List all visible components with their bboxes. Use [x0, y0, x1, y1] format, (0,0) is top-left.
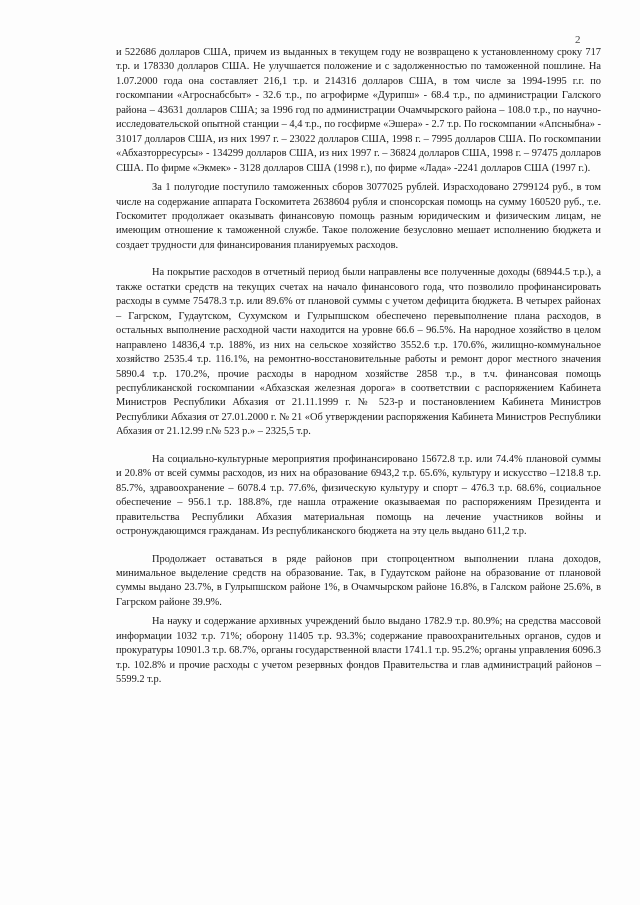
paragraph-science-other: На науку и содержание архивных учреждений было выдано 1782.9 т.р. 80.9%; на средства массовой информации 1032 т.р. 71%; оборону 11405 т.р. 93.3%; содержание правоохранительных органов, судов и прокуратуры 10901.3 т.р. 68.7%, органы государственной власти 1741.1 т.р. 95.2%; органы управления 6096.3 т.р. 102.8% и прочие расходы с учетом резервных фондов Правительства и глав администраций районов – 5599.2 т.р. [116, 616, 601, 686]
paragraph-expenditures: На покрытие расходов в отчетный период были направлены все полученные доходы (68944.5 т.р.), а также остатки средств на текущих счетах на начало финансового года, что позволило профинансировать расходы в сумме 75478.3 т.р. или 89.6% от плановой суммы с учетом дефицита бюджета. В четырех районах – Гагрском, Гудаутском, Сухумском и Гулрыпшском обеспечено перевыполнение плана расходов, в остальных выполнение расходной части находится на уровне 66.6 – 96.5%. На народное хозяйство в целом направлено 14836,4 т.р. 188%, из них на сельское хозяйство 3552.6 т.р. 170.6%, жилищно-коммунальное хозяйство 2535.4 т.р. 116.1%, на ремонтно-восстановительные работы и ремонт дорог местного значения 5890.4 т.р. 170.2%, прочие расходы в народном хозяйстве 2858 т.р., в т.ч. финансовая помощь республиканской госкомпании «Абхазская железная дорога» в соответствии с распоряжением Кабинета Министров Республики Абхазия от 21.11.1999 г. № 523-р и постановлением Кабинета Министров Республики Абхазия от 27.01.2000 г. № 21 «Об утверждении распоряжения Кабинета Министров Республики Абхазия от 21.12.99 г.№ 523 р.» – 2325,5 т.р. [116, 267, 601, 438]
page-number: 2 [575, 34, 581, 46]
paragraph-customs-fees: За 1 полугодие поступило таможенных сборов 3077025 рублей. Израсходовано 2799124 руб., в том числе на содержание аппарата Госкомитета 2638604 рубля и спонсорская помощь на сумму 160520 руб., т.е. Госкомитет продолжает оказывать финансовую помощь разным юридическим и физическим лицам, не имеющим отношение к таможенной службе. Такое положение безусловно мешает исполнению бюджета и создает трудности для финансирования планируемых расходов. [116, 182, 601, 251]
paragraph-education: Продолжает оставаться в ряде районов при стопроцентном выполнении плана доходов, минимальное выделение средств на образование. Так, в Гудаутском районе на образование от плановой суммы выдано 23.7%, в Гулрыпшском районе 1%, в Очамчырском районе 16.8%, в Галском районе 25.6%, в Гагрском районе 39.9%. [116, 553, 601, 608]
paragraph-debt: и 522686 долларов США, причем из выданных в текущем году не возвращено к установленному сроку 717 т.р. и 178330 долларов США. Не улучшается положение и с задолженностью по таможенной пошлине. На 1.07.2000 года она составляет 216,1 т.р. и 214316 долларов США, в том числе за 1994-1995 г.г. по госкомпании «Агроснабсбыт» - 32.6 т.р., по агрофирме «Дурипш» - 68.4 т.р., по администрации Галского района – 43631 долларов США; за 1996 год по администрации Очамчырского района – 108.0 т.р., по научно-исследовательской опытной станции – 4,4 т.р., по госфирме «Эшера» - 2.7 т.р. По госкомпании «Апсныбна» - 31017 долларов США, из них 1997 г. – 23022 долларов США, 1998 г. – 7995 долларов США. По госкомпании «Абхазторресурсы» - 134299 долларов США, из них 1997 г. – 36824 долларов США, 1998 г. – 97475 долларов США. По фирме «Экмек» - 3128 долларов США (1998 г.), по фирме «Лада» -2241 долларов США (1997 г.). [116, 47, 601, 174]
document-body [116, 46, 601, 688]
paragraph-social-cultural: На социально-культурные мероприятия профинансировано 15672.8 т.р. или 74.4% плановой суммы и 20.8% от всей суммы расходов, из них на образование 6943,2 т.р. 65.6%, культуру и искусство –1218.8 т.р. 85.7%, здравоохранение – 6078.4 т.р. 77.6%, физическую культуру и спорт – 476.3 т.р. 68.6%, социальное обеспечение – 956.1 т.р. 188.8%, где нашла отражение оказываемая по распоряжениям Президента и правительства Республики Абхазия материальная помощь на лечение участников войны и остронуждающимся гражданам. Из республиканского бюджета на эту цель выдано 611,2 т.р. [116, 453, 601, 538]
